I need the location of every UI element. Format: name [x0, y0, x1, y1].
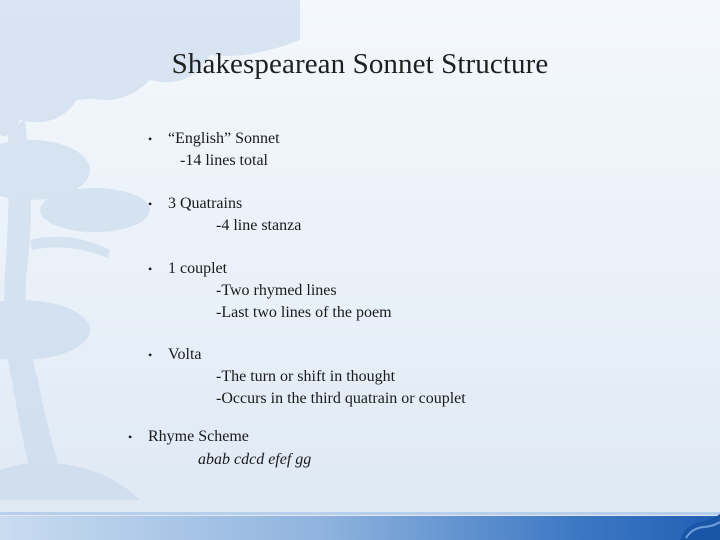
bullet-icon: • — [148, 132, 153, 146]
item-couplet: 1 couplet — [168, 260, 228, 277]
bullet-icon: • — [148, 262, 153, 276]
decorative-swirl-icon — [676, 514, 720, 540]
slide-title: Shakespearean Sonnet Structure — [171, 48, 549, 80]
bullet-icon: • — [148, 197, 153, 211]
item-couplet-detail-1: -Two rhymed lines — [216, 282, 337, 299]
bullet-icon: • — [128, 430, 133, 444]
item-volta-detail-2: -Occurs in the third quatrain or couplet — [216, 390, 466, 407]
bullet-icon: • — [148, 348, 153, 362]
item-english-sonnet: “English” Sonnet — [168, 130, 280, 147]
footer-bar — [0, 516, 720, 540]
item-rhyme-scheme-detail: abab cdcd efef gg — [198, 451, 312, 468]
item-rhyme-scheme: Rhyme Scheme — [148, 428, 249, 445]
item-volta-detail-1: -The turn or shift in thought — [216, 368, 396, 385]
item-quatrains-detail: -4 line stanza — [216, 217, 302, 234]
item-volta: Volta — [168, 346, 202, 363]
item-english-sonnet-detail: -14 lines total — [180, 152, 268, 169]
item-couplet-detail-2: -Last two lines of the poem — [216, 304, 392, 321]
item-quatrains: 3 Quatrains — [168, 195, 243, 212]
footer-divider — [0, 512, 720, 515]
